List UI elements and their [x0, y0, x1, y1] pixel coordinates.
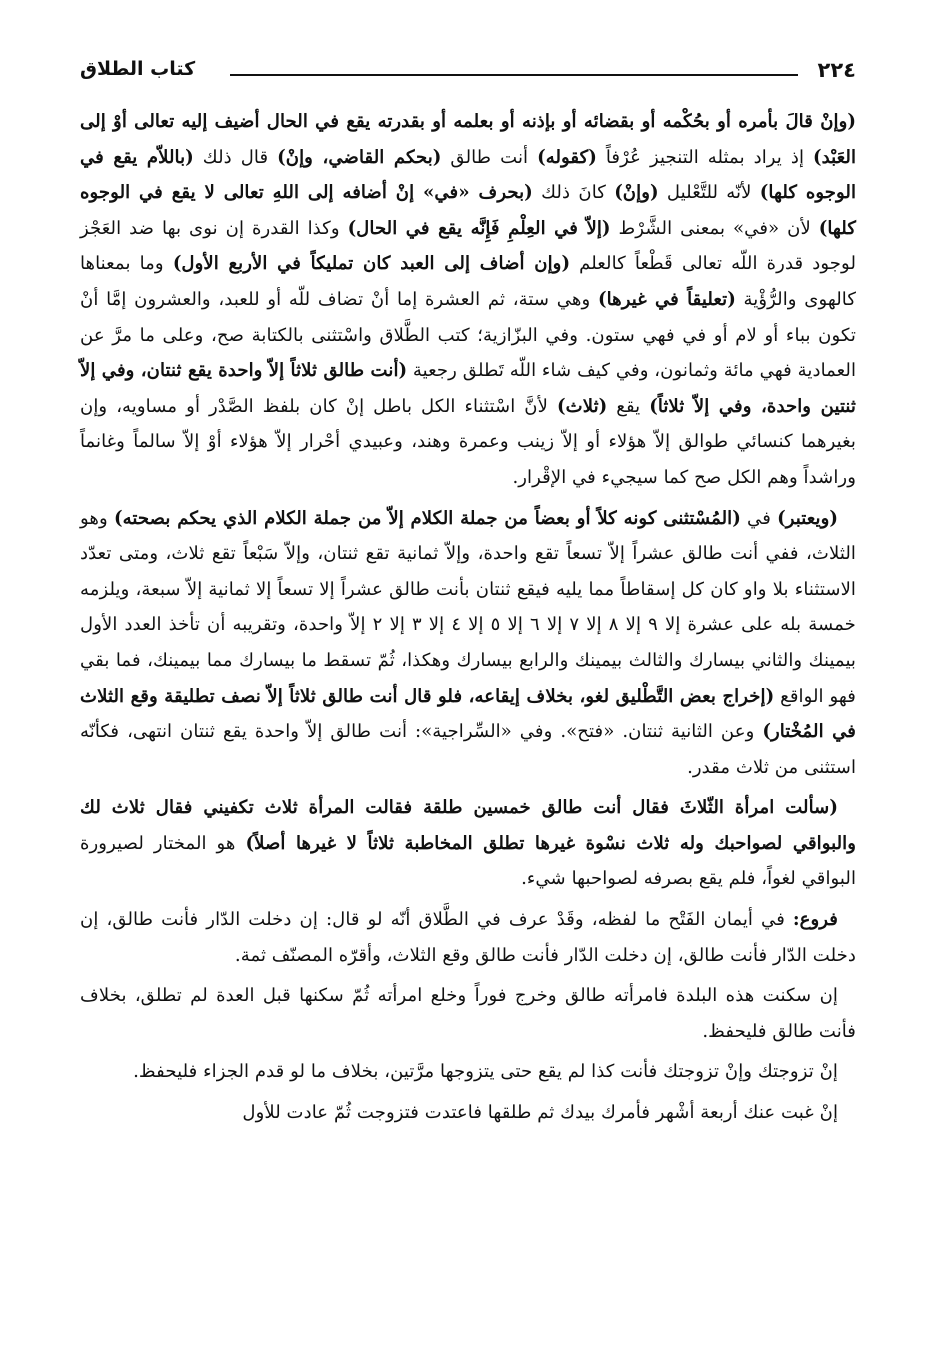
matn-text: (تعليقاً في غيرها) — [598, 288, 736, 310]
commentary-text: وهو الثلاث، ففي أنت طالق عشراً إلاّ تسعاً تقع واحدة، وإلاّ ثمانية تقع ثنتان، وإلاّ سَبْعاً تقع ثلاث، ومتى تعدّد الاستثناء بلا واو كان كل إسقاطاً مما يليه فيقع ثنتان بأنت طالق عشراً إلا تسعاً إلا ثمانية إلاّ سبعة، ويلزمه خمسة بله على عشرة إلا ٩ إلا ٨ إلا ٧ إلا ٦ إلا ٥ إلا ٤ إلا ٣ إلا ٢ إلاّ واحدة، وتقريبه أن تأخذ العدد الأول بيمينك والثاني بيسارك والثالث بيمينك والرابع بيسارك وهكذا، ثُمّ تسقط ما بيسارك مما بيمينك، فما بقي فهو الواقع — [80, 507, 857, 707]
matn-text: (ثلاث) — [557, 395, 608, 417]
commentary-text: وهي ستة، ثم العشرة إما أنْ تضاف للّه أو للعبد، والعشرون إمَّا أنْ تكون بباء أو لام أو في فهي ستون. وفي البزّازية؛ كتب الطَّلاق واسْتثنى بالكتابة صح، وعلى ما مرَّ عن العمادية فهي مائة وثمانون، وفي كيف شاء اللّه تَطلق رجعية — [80, 288, 856, 382]
matn-text: (باللاّم يقع في الوجوه كلها) — [80, 146, 857, 204]
matn-text: (سألت امرأة الثّلاثَ فقال أنت طالق خمسين طلقة فقالت المرأة ثلاث تكفيني فقال ثلاث لك والبواقي لصواحبك وله ثلاث نسْوة غيرها تطلق المخاطبة ثلاثاً لا غيرها أصلاً) — [80, 797, 856, 854]
commentary-text: إنْ غبت عنك أربعة أشْهر فأمرك بيدك ثم طلقها فاعتدت فتزوجت ثُمّ عادت للأول — [242, 1102, 838, 1124]
commentary-text: قال ذلك — [193, 146, 278, 168]
paragraph — [80, 1095, 856, 1131]
matn-text: فروع: — [792, 909, 838, 931]
matn-text: (بحكم القاضي، وإنْ) — [277, 146, 442, 168]
commentary-text: وعن الثانية ثنتان. «فتح». وفي «السِّراجية»: أنت طالق إلاّ واحدة يقع ثنتان انتهى، فكأنّه استثنى من ثلاث مقدر. — [80, 721, 856, 778]
matn-text: (وإنْ قالَ بأمره أو بحُكْمه أو بقضائه أو بإذنه أو بعلمه أو بقدرته يقع في الحال أضيف إليه تعالى أوْ إلى العَبْد) — [80, 111, 857, 168]
matn-text: (أنت طالق ثلاثاً إلاّ واحدة يقع ثنتان، وفي إلاّ ثنتين واحدة، وفي إلاّ ثلاثاً) — [80, 360, 856, 417]
matn-text: (المُسْتثنى كونه كلاً أو بعضاً من جملة الكلام إلاّ من جملة الكلام الذي يحكم بصحته) — [114, 507, 741, 529]
running-title: كتاب الطلاق — [80, 58, 196, 80]
matn-text: (إلاّ في العِلْمِ فَإِنَّه يقع في الحال) — [347, 217, 611, 239]
paragraph — [80, 790, 856, 897]
matn-text: (كقوله) — [537, 146, 597, 168]
commentary-text: إذ يراد بمثله التنجيز عُرْفاً — [596, 146, 814, 168]
commentary-text: يقع — [607, 395, 650, 417]
commentary-text: لأنّه للتَّعْليل — [658, 182, 760, 204]
commentary-text: لأنَّ اسْتثناء الكل باطل إنْ كان بلفظ الصَّدْر أو مساويه، وإن بغيرهما كنسائي طوالق إلاّ هؤلاء أو إلاّ زينب وعمرة وهند، وعبيدي أحْرار إلاّ هؤلاء أوْ إلاّ سالماً وغانماً وراشداً وهم الكل صح كما سيجيء في الإقْرار. — [80, 395, 856, 488]
matn-text: (وإنْ) — [614, 182, 659, 204]
matn-text: (وإن أضاف إلى العبد كان تمليكاً في الأربع الأول) — [172, 253, 571, 275]
commentary-text: أنت طالق — [441, 146, 538, 168]
commentary-text: وكذا القدرة إن نوى بها ضد العَجْز لوجود قدرة اللّه تعالى قَطْعاً كالعلم — [80, 217, 856, 275]
paragraph — [80, 902, 856, 973]
commentary-text: وما بمعناها كالهوى والرُّؤْية — [80, 253, 856, 310]
commentary-text: إنْ تزوجتك وإنْ تزوجتك فأنت كذا لم يقع حتى يتزوجها مرَّتين، بخلاف ما لو قدم الجزاء فليحفظ. — [133, 1061, 838, 1083]
paragraph — [80, 104, 856, 496]
matn-text: (ويعتبر) — [777, 507, 838, 529]
commentary-text: هو المختار لصيرورة البواقي لغواً، فلم يقع بصرفه لصواحبها شيء. — [80, 832, 856, 890]
paragraph — [80, 501, 856, 786]
matn-text: (بحرف «في» إنْ أضافه إلى اللهِ تعالى لا يقع في الوجوه كلها) — [80, 182, 856, 239]
commentary-text: لأن «في» بمعنى الشَّرْط — [610, 217, 819, 239]
matn-text: (إخراج بعض التَّطْليق لغو، بخلاف إيقاعه، فلو قال أنت طالق ثلاثاً إلاّ نصف تطليقة وقع الثلاث في المُخْتار) — [80, 685, 857, 743]
page-header — [80, 58, 856, 86]
commentary-text: إن سكنت هذه البلدة فامرأته طالق وخرج فوراً وخلع امرأته ثُمّ سكنها قبل العدة لم تطلق، بخلاف فأنت طالق فليحفظ. — [80, 985, 856, 1042]
commentary-text: كانَ ذلك — [532, 182, 615, 204]
commentary-text: في أيمان الفَتْح ما لفظه، وقَدْ عرف في الطَّلاق أنّه لو قال: إن دخلت الدّار فأنت طالق، إن دخلت الدّار فأنت طالق، إن دخلت الدّار فأنت طالق وقع الثلاث، وأقرّه المصنّف ثمة. — [80, 909, 856, 966]
header-rule — [230, 74, 798, 76]
commentary-text: في — [740, 507, 778, 529]
page-number: ٢٢٤ — [817, 58, 856, 82]
paragraph — [80, 1054, 856, 1090]
body-text — [80, 104, 856, 1136]
paragraph — [80, 978, 856, 1049]
